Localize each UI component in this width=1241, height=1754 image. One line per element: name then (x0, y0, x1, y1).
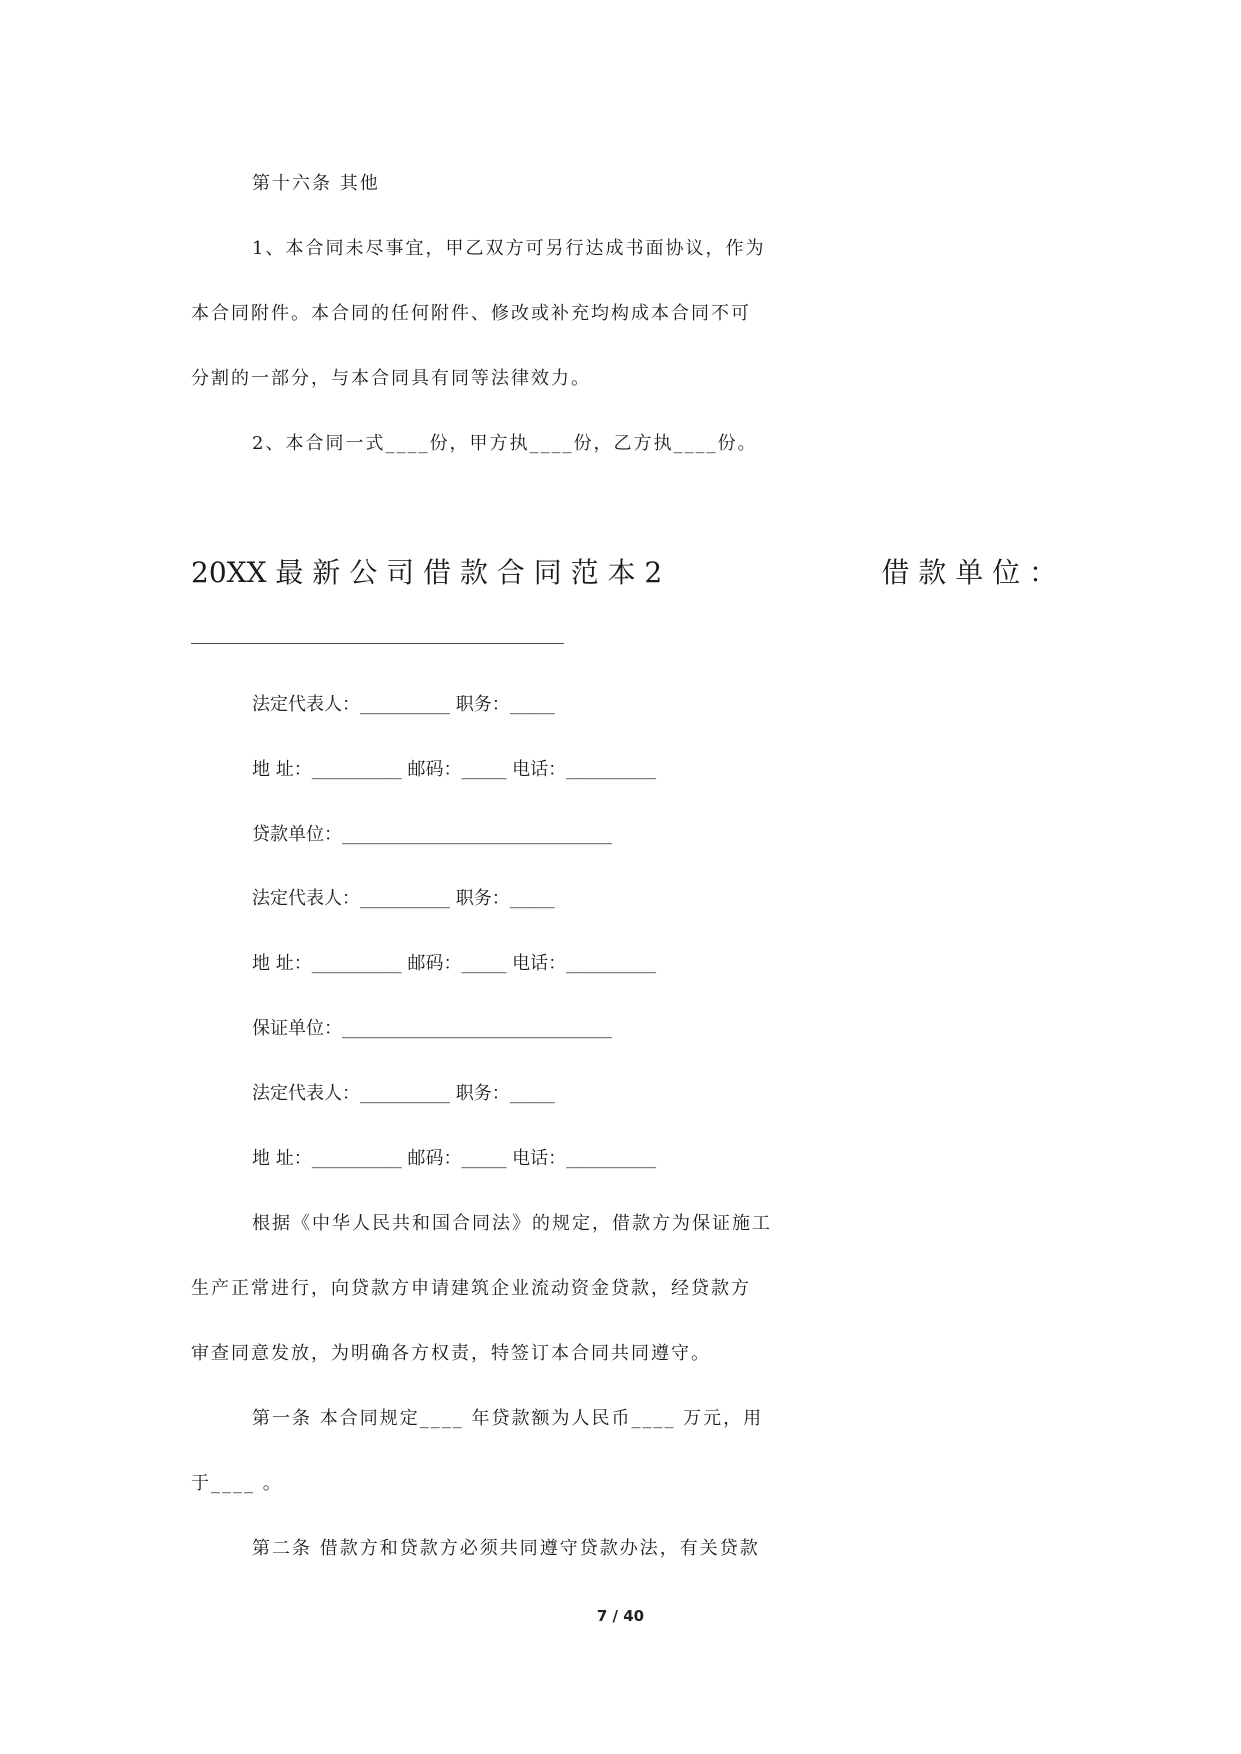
lender-representative-line: 法定代表人：__________ 职务：_____ (252, 888, 555, 909)
article-2-line-1: 第二条 借款方和贷款方必须共同遵守贷款办法，有关贷款 (252, 1538, 760, 1559)
guarantor-unit-line: 保证单位：______________________________ (252, 1018, 612, 1039)
lender-unit-line: 贷款单位：______________________________ (252, 824, 612, 845)
article-16-clause-1-line-2: 本合同附件。本合同的任何附件、修改或补充均构成本合同不可 (191, 303, 751, 324)
intro-paragraph-line-2: 生产正常进行，向贷款方申请建筑企业流动资金贷款，经贷款方 (191, 1278, 751, 1299)
article-16-clause-1-line-1: 1、本合同未尽事宜，甲乙双方可另行达成书面协议，作为 (252, 238, 766, 259)
contract-heading-row (191, 551, 1057, 595)
borrower-unit-label: 借 款 单 位 ： (881, 556, 1057, 589)
guarantor-address-line: 地 址：__________ 邮码：_____ 电话：__________ (252, 1148, 657, 1169)
article-1-line-2: 于____ 。 (191, 1473, 283, 1494)
article-16-title: 第十六条 其他 (252, 173, 380, 194)
borrower-address-line: 地 址：__________ 邮码：_____ 电话：__________ (252, 759, 657, 780)
article-16-clause-2: 2、本合同一式____份，甲方执____份，乙方执____份。 (252, 433, 758, 454)
article-1-line-1: 第一条 本合同规定____ 年贷款额为人民币____ 万元，用 (252, 1408, 764, 1429)
page-number: 7 / 40 (596, 1607, 645, 1625)
contract-title: 20XX 最 新 公 司 借 款 合 同 范 本 2 (191, 556, 663, 589)
intro-paragraph-line-1: 根据《中华人民共和国合同法》的规定，借款方为保证施工 (252, 1213, 772, 1234)
borrower-unit-blank-line (191, 643, 564, 644)
borrower-representative-line: 法定代表人：__________ 职务：_____ (252, 694, 555, 715)
intro-paragraph-line-3: 审查同意发放，为明确各方权责，特签订本合同共同遵守。 (191, 1343, 711, 1364)
article-16-clause-1-line-3: 分割的一部分，与本合同具有同等法律效力。 (191, 368, 591, 389)
guarantor-representative-line: 法定代表人：__________ 职务：_____ (252, 1083, 555, 1104)
lender-address-line: 地 址：__________ 邮码：_____ 电话：__________ (252, 953, 657, 974)
